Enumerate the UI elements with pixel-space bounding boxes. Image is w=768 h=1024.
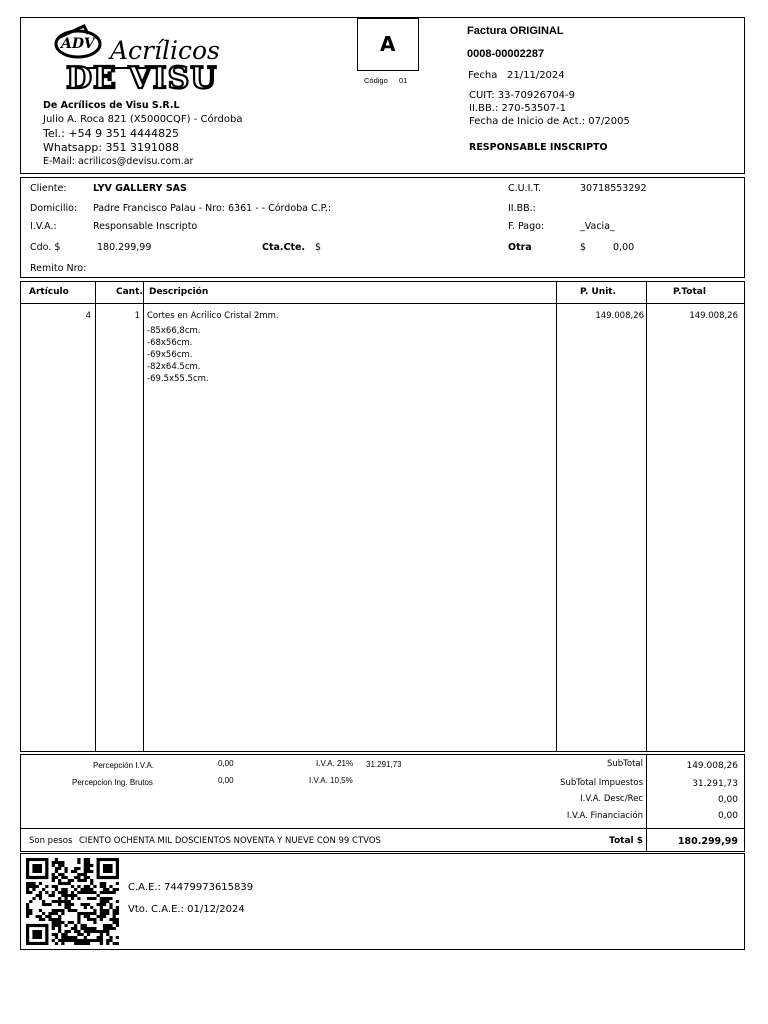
ctacte-label: Cta.Cte. (262, 242, 306, 253)
client-cuit-value: 30718553292 (580, 183, 647, 194)
iva-fin-label: I.V.A. Financiación (566, 811, 643, 821)
cdo-label: Cdo. $ (30, 242, 61, 253)
col-divider-1 (95, 281, 96, 752)
emisor-iibb: II.BB.: 270-53507-1 (469, 103, 567, 114)
col-divider-2 (143, 281, 144, 752)
row-detail-line: -85x66,8cm. (147, 326, 201, 336)
row-detail-line: -69.5x55.5cm. (147, 374, 209, 384)
cae-expiration: Vto. C.A.E.: 01/12/2024 (128, 904, 245, 915)
subtotal-imp-value: 31.291,73 (692, 779, 738, 789)
col-divider-4 (646, 281, 647, 752)
factura-number: 0008-00002287 (467, 48, 545, 60)
total-value: 180.299,99 (677, 836, 738, 847)
row-descripcion: Cortes en Acrilico Cristal 2mm. (147, 311, 279, 321)
col-header-descripcion: Descripción (149, 287, 209, 297)
col-header-cant: Cant. (116, 287, 143, 297)
row-detail-line: -69x56cm. (147, 350, 193, 360)
emisor-cuit: CUIT: 33-70926704-9 (469, 90, 576, 101)
otra-value: 0,00 (613, 242, 635, 253)
logo-main-text: DE VISU (66, 61, 218, 96)
row-ptotal: 149.008,26 (689, 311, 738, 321)
percepcion-iva-value: 0,00 (218, 759, 234, 768)
col-divider-3 (556, 281, 557, 752)
son-pesos-label: Son pesos (29, 836, 73, 846)
company-name: De Acrílicos de Visu S.R.L (43, 100, 180, 111)
percepcion-ib-label: Percepcion Ing. Brutos (72, 778, 153, 787)
cliente-value: LYV GALLERY SAS (93, 183, 187, 194)
responsable-inscripto: RESPONSABLE INSCRIPTO (469, 142, 608, 153)
factura-title: Factura ORIGINAL (467, 25, 564, 37)
company-address: Julio A. Roca 821 (X5000CQF) - Córdoba (43, 114, 243, 125)
qr-code (26, 858, 119, 945)
iva-desc-label: I.V.A. Desc/Rec (580, 794, 643, 804)
iva-label: I.V.A.: (30, 221, 57, 232)
invoice-type-letter: A (380, 32, 396, 56)
col-header-articulo: Artículo (29, 287, 69, 297)
col-header-punit: P. Unit. (580, 287, 617, 297)
logo-script-text: Acrílicos (110, 36, 220, 65)
total-label: Total $ (609, 836, 643, 846)
codigo-label: Código (364, 76, 388, 85)
col-header-ptotal: P.Total (673, 287, 706, 297)
company-logo (44, 24, 220, 94)
row-articulo: 4 (85, 311, 91, 321)
totals-col-divider (646, 754, 647, 852)
iva21-label: I.V.A. 21% (316, 759, 354, 768)
ctacte-currency: $ (315, 242, 322, 253)
codigo-value: 01 (399, 76, 408, 85)
cae-box (20, 853, 745, 950)
row-detail-line: -82x64.5cm. (147, 362, 201, 372)
qr-code-graphic (26, 858, 119, 945)
fecha-label: Fecha (468, 70, 498, 81)
company-email: E-Mail: acrilicos@devisu.com.ar (43, 156, 194, 167)
remito-label: Remito Nro: (30, 263, 87, 274)
cdo-value: 180.299,99 (97, 242, 152, 253)
otra-label: Otra (508, 242, 532, 253)
row-detail-line: -68x56cm. (147, 338, 193, 348)
subtotal-label: SubTotal (606, 759, 643, 769)
row-punit: 149.008,26 (595, 311, 644, 321)
cliente-label: Cliente: (30, 183, 67, 194)
percepcion-iva-label: Percepción I.V.A. (93, 761, 155, 770)
fecha-value: 21/11/2024 (507, 70, 565, 81)
iva-fin-value: 0,00 (717, 811, 738, 821)
client-cuit-label: C.U.I.T. (508, 183, 542, 194)
fpago-value: _Vacia_ (580, 221, 615, 232)
subtotal-value: 149.008,26 (686, 761, 738, 771)
percepcion-ib-value: 0,00 (218, 776, 234, 785)
iva21-value: 31.291,73 (366, 760, 402, 769)
domicilio-value: Padre Francisco Palau - Nro: 6361 - - Córdoba C.P.: (93, 203, 332, 214)
row-cant: 1 (134, 311, 140, 321)
cae-number: C.A.E.: 74479973615839 (128, 882, 254, 893)
son-pesos-value: CIENTO OCHENTA MIL DOSCIENTOS NOVENTA Y NUEVE CON 99 CTVOS (79, 836, 381, 846)
domicilio-label: Domicilio: (30, 203, 78, 214)
items-header-divider (20, 303, 745, 304)
subtotal-imp-label: SubTotal Impuestos (560, 778, 643, 788)
inicio-actividades: Fecha de Inicio de Act.: 07/2005 (469, 116, 630, 127)
fpago-label: F. Pago: (508, 221, 545, 232)
items-table (20, 281, 745, 752)
otra-currency: $ (580, 242, 587, 253)
company-whatsapp: Whatsapp: 351 3191088 (43, 141, 180, 154)
client-iibb-label: II.BB.: (508, 203, 536, 214)
company-phone: Tel.: +54 9 351 4444825 (43, 127, 180, 140)
iva105-label: I.V.A. 10,5% (309, 776, 353, 785)
totals-divider (20, 828, 745, 829)
logo-adv-text: ADV (61, 36, 95, 52)
iva-desc-value: 0,00 (717, 795, 738, 805)
iva-value: Responsable Inscripto (93, 221, 198, 232)
